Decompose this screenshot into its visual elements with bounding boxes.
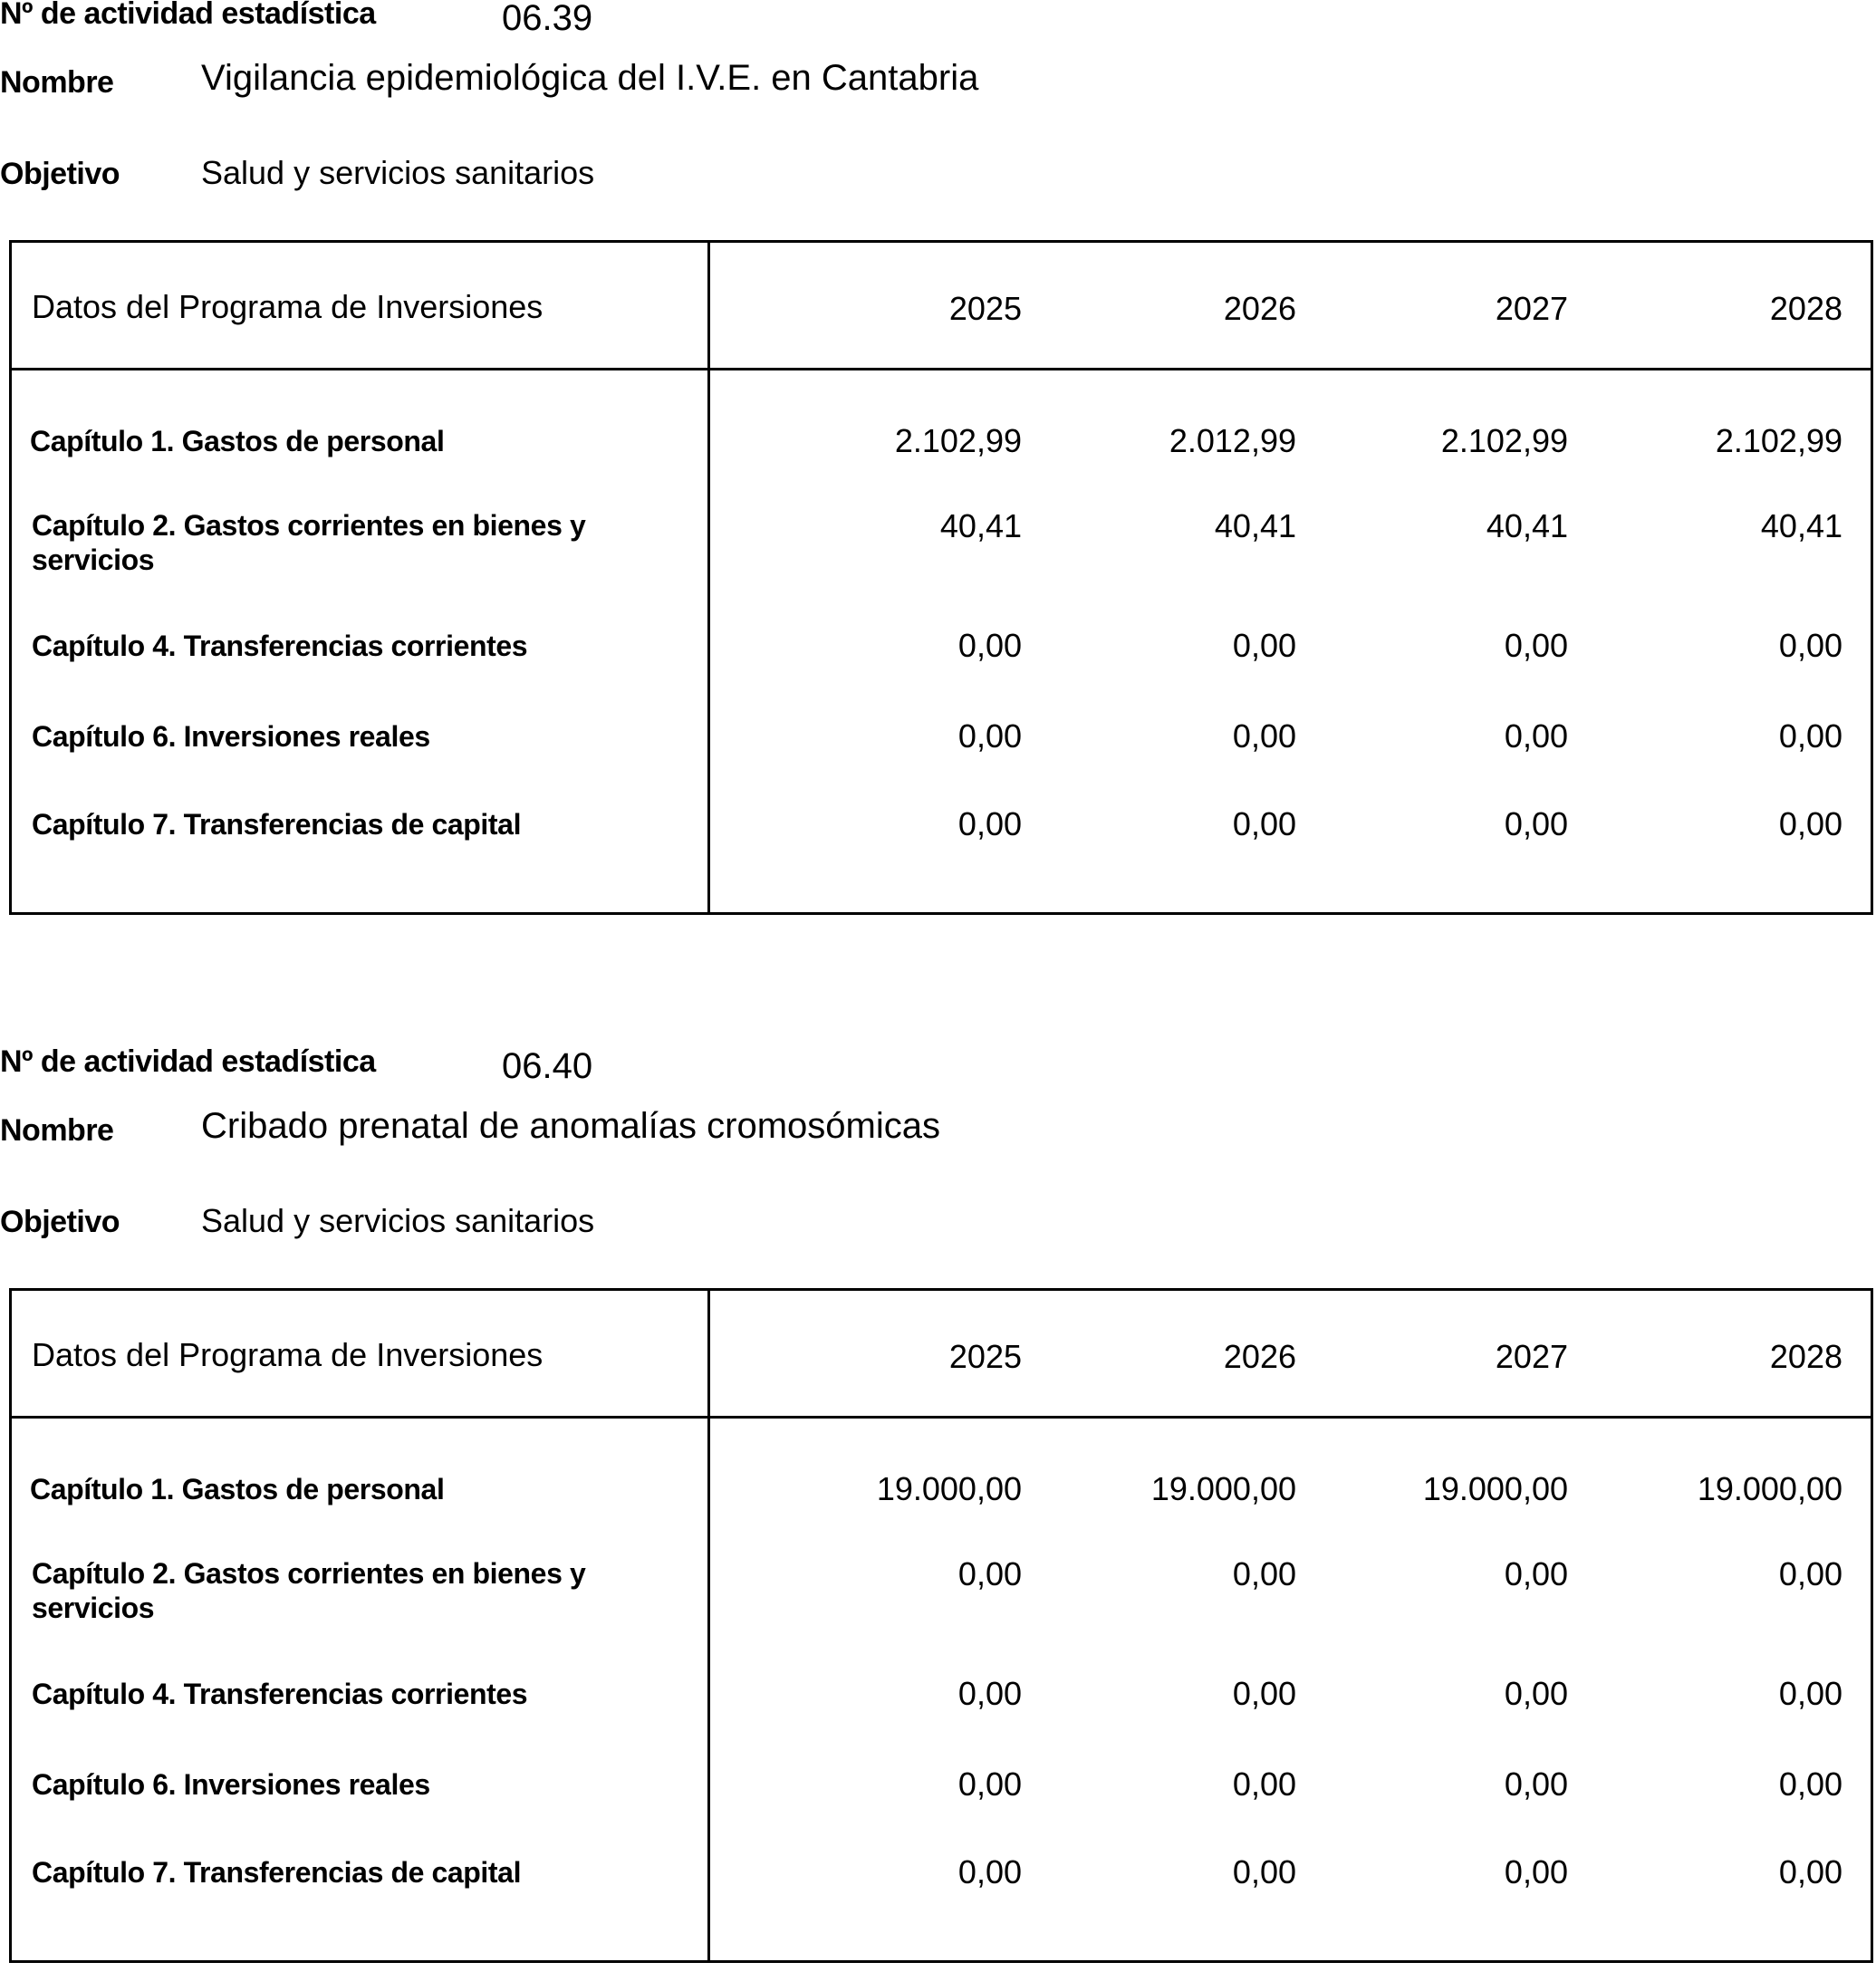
year-header: 2025 bbox=[948, 1338, 1022, 1375]
activity-number-label: Nº de actividad estadística bbox=[0, 1044, 376, 1079]
row-label: Capítulo 2. Gastos corrientes en bienes y servicios bbox=[32, 1557, 586, 1624]
table-cell: 0,00 bbox=[1778, 1765, 1842, 1803]
table-cell: 0,00 bbox=[1232, 805, 1296, 842]
table-cell: 40,41 bbox=[1760, 507, 1842, 544]
table-cell: 2.102,99 bbox=[1440, 422, 1568, 459]
table-cell: 0,00 bbox=[957, 1675, 1022, 1712]
objective-label: Objetivo bbox=[0, 157, 120, 191]
name-label: Nombre bbox=[0, 1113, 114, 1148]
year-header: 2028 bbox=[1769, 1338, 1842, 1375]
activity-number-label: Nº de actividad estadística bbox=[0, 0, 376, 31]
table-cell: 19.000,00 bbox=[1422, 1470, 1568, 1507]
table-cell: 0,00 bbox=[1504, 1765, 1568, 1803]
table-column-divider bbox=[707, 1291, 710, 1960]
activity-number-value: 06.39 bbox=[502, 0, 593, 38]
table-cell: 0,00 bbox=[1778, 717, 1842, 755]
objective-label: Objetivo bbox=[0, 1205, 120, 1239]
table-cell: 0,00 bbox=[957, 627, 1022, 664]
table-cell: 0,00 bbox=[1232, 717, 1296, 755]
table-cell: 0,00 bbox=[1232, 627, 1296, 664]
year-header: 2027 bbox=[1495, 290, 1568, 327]
table-cell: 0,00 bbox=[1778, 1675, 1842, 1712]
table-cell: 0,00 bbox=[957, 805, 1022, 842]
table-header-title: Datos del Programa de Inversiones bbox=[32, 1336, 544, 1373]
row-label: Capítulo 7. Transferencias de capital bbox=[32, 1856, 522, 1889]
row-label: Capítulo 1. Gastos de personal bbox=[30, 1473, 445, 1505]
table-cell: 40,41 bbox=[1486, 507, 1568, 544]
table-cell: 0,00 bbox=[1504, 805, 1568, 842]
table-column-divider bbox=[707, 243, 710, 912]
table-cell: 0,00 bbox=[1778, 805, 1842, 842]
name-value: Vigilancia epidemiológica del I.V.E. en Cantabria bbox=[201, 58, 979, 98]
row-label: Capítulo 6. Inversiones reales bbox=[32, 720, 430, 753]
objective-value: Salud y servicios sanitarios bbox=[201, 1202, 595, 1239]
table-cell: 0,00 bbox=[957, 1853, 1022, 1890]
year-header: 2025 bbox=[948, 290, 1022, 327]
table-cell: 0,00 bbox=[1232, 1555, 1296, 1592]
table-cell: 2.012,99 bbox=[1169, 422, 1296, 459]
table-cell: 0,00 bbox=[957, 717, 1022, 755]
table-cell: 0,00 bbox=[1504, 717, 1568, 755]
table-cell: 0,00 bbox=[957, 1555, 1022, 1592]
table-cell: 40,41 bbox=[939, 507, 1022, 544]
row-label: Capítulo 4. Transferencias corrientes bbox=[32, 1678, 528, 1710]
row-label: Capítulo 4. Transferencias corrientes bbox=[32, 630, 528, 662]
table-cell: 19.000,00 bbox=[1150, 1470, 1296, 1507]
name-label: Nombre bbox=[0, 65, 114, 100]
table-cell: 0,00 bbox=[1504, 1555, 1568, 1592]
table-cell: 0,00 bbox=[1232, 1853, 1296, 1890]
table-cell: 19.000,00 bbox=[1697, 1470, 1842, 1507]
table-cell: 0,00 bbox=[1778, 1555, 1842, 1592]
table-cell: 2.102,99 bbox=[1715, 422, 1842, 459]
row-label: Capítulo 2. Gastos corrientes en bienes y servicios bbox=[32, 509, 586, 576]
table-cell: 0,00 bbox=[1504, 1853, 1568, 1890]
activity-section bbox=[0, 0, 1876, 924]
year-header: 2028 bbox=[1769, 290, 1842, 327]
year-header: 2026 bbox=[1223, 1338, 1296, 1375]
activity-section bbox=[0, 1044, 1876, 1972]
year-header: 2026 bbox=[1223, 290, 1296, 327]
activity-number-value: 06.40 bbox=[502, 1046, 593, 1086]
table-cell: 0,00 bbox=[1232, 1765, 1296, 1803]
year-header: 2027 bbox=[1495, 1338, 1568, 1375]
table-cell: 2.102,99 bbox=[894, 422, 1022, 459]
investment-table bbox=[9, 240, 1873, 915]
name-value: Cribado prenatal de anomalías cromosómicas bbox=[201, 1106, 940, 1146]
objective-value: Salud y servicios sanitarios bbox=[201, 154, 595, 191]
table-header-title: Datos del Programa de Inversiones bbox=[32, 288, 544, 325]
row-label: Capítulo 6. Inversiones reales bbox=[32, 1768, 430, 1801]
table-cell: 0,00 bbox=[1232, 1675, 1296, 1712]
table-cell: 40,41 bbox=[1214, 507, 1296, 544]
table-cell: 0,00 bbox=[957, 1765, 1022, 1803]
table-cell: 0,00 bbox=[1778, 1853, 1842, 1890]
table-header-divider bbox=[12, 368, 1871, 370]
investment-table bbox=[9, 1288, 1873, 1963]
row-label: Capítulo 7. Transferencias de capital bbox=[32, 808, 522, 841]
table-cell: 19.000,00 bbox=[876, 1470, 1022, 1507]
table-cell: 0,00 bbox=[1504, 627, 1568, 664]
table-header-divider bbox=[12, 1416, 1871, 1419]
row-label: Capítulo 1. Gastos de personal bbox=[30, 425, 445, 457]
table-cell: 0,00 bbox=[1504, 1675, 1568, 1712]
table-cell: 0,00 bbox=[1778, 627, 1842, 664]
